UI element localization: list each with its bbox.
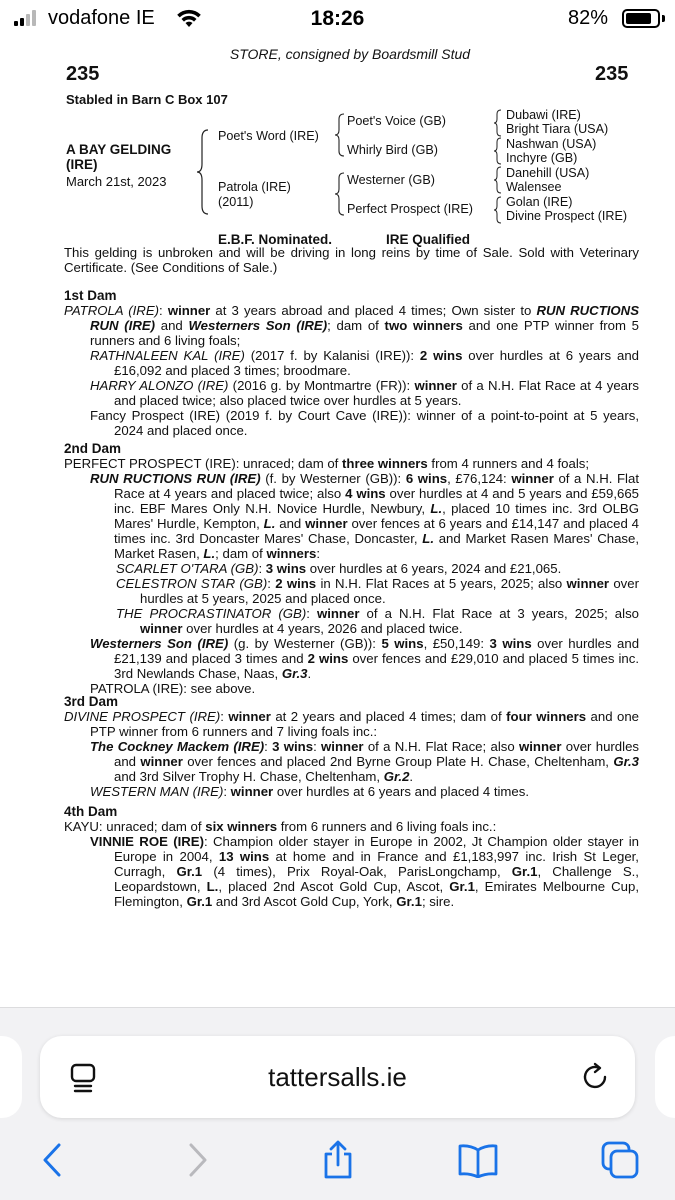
- horse-title-line2: (IRE): [66, 157, 98, 172]
- second-dam-produce-1: RUN RUCTIONS RUN (IRE) (f. by Westerner (GB)): 6 wins, £76,124: winner of a N.H. Flat Race at 4 years and placed twice; also 4 wins over hurdles at 4 and 5 years and £59,665 inc. EBF Mares Only N.H. Novice Hurdle, Newbury, L., placed 10 times inc. 3rd OLBG Mares' Hurdle, Kempton, L. and winner over fences at 6 years and £14,147 and placed 4 times inc. 3rd Doncaster Mares' Chase, Doncaster, L. and Market Rasen Mares' Chase, Market Rasen, L.; dam of winners:: [90, 471, 639, 561]
- next-tab-peek[interactable]: [655, 1036, 675, 1118]
- third-dam-produce-2: WESTERN MAN (IRE): winner over hurdles at 6 years and placed 4 times.: [90, 784, 530, 799]
- pedigree-sire: Poet's Word (IRE): [218, 129, 319, 143]
- horse-title-line1: A BAY GELDING: [66, 142, 172, 157]
- first-dam-foal-2: HARRY ALONZO (IRE) (2016 g. by Montmartre (FR)): winner of a N.H. Flat Race at 4 years and placed twice; also placed twice over hurdles at 5 years.: [90, 378, 639, 408]
- second-dam-grandfoal-2: CELESTRON STAR (GB): 2 wins in N.H. Flat Races at 5 years, 2025; also winner over hurdles at 5 years, 2025 and placed once.: [116, 576, 639, 606]
- battery-icon: [622, 9, 660, 28]
- pedigree-ss-sire: Dubawi (IRE): [506, 108, 581, 122]
- pedigree-dd-dam: Divine Prospect (IRE): [506, 209, 628, 223]
- pedigree-sire-sire: Poet's Voice (GB): [347, 114, 446, 128]
- browser-chrome: [0, 1007, 675, 1200]
- pedigree-dam-line1: Patrola (IRE): [218, 180, 291, 194]
- url-text[interactable]: tattersalls.ie: [268, 1062, 407, 1092]
- previous-tab-peek[interactable]: [0, 1036, 22, 1118]
- pedigree-dd-sire: Golan (IRE): [506, 195, 573, 209]
- consignor-line: STORE, consigned by Boardsmill Stud: [229, 46, 471, 62]
- stabled-location: Stabled in Barn C Box 107: [66, 92, 228, 107]
- second-dam-produce-2: Westerners Son (IRE) (g. by Westerner (GB)): 5 wins, £50,149: 3 wins over hurdles and £21,139 and placed 3 times and 2 wins over fences and £29,010 and placed 5 times inc. 3rd Newlands Chase, Naas, Gr.3.: [90, 636, 640, 681]
- third-dam-produce-1: The Cockney Mackem (IRE): 3 wins: winner of a N.H. Flat Race; also winner over hurdles and winner over fences and placed 2nd Byrne Group Plate H. Chase, Cheltenham, Gr.3 and 3rd Silver Trophy H. Chase, Cheltenham, Gr.2.: [90, 739, 639, 784]
- battery-level: [626, 13, 651, 24]
- fourth-dam-produce-1: VINNIE ROE (IRE): Champion older stayer in Europe in 2002, Jt Champion older stayer in Europe in 2004, 13 wins at home and in France and £1,183,997 inc. Irish St Leger, Curragh, Gr.1 (4 times), Prix Royal-Oak, ParisLongchamp, Gr.1, Challenge S., Leopardstown, L., placed 2nd Ascot Gold Cup, Ascot, Gr.1, Emirates Melbourne Cup, Flemington, Gr.1 and 3rd Ascot Gold Cup, York, Gr.1; sire.: [90, 834, 640, 909]
- first-dam-section: [64, 288, 639, 438]
- ebf-nominated: E.B.F. Nominated.: [218, 232, 333, 247]
- reload-icon[interactable]: [580, 1062, 610, 1097]
- share-icon[interactable]: [316, 1138, 360, 1182]
- fourth-dam-heading: 4th Dam: [64, 804, 118, 819]
- address-bar[interactable]: [40, 1036, 635, 1118]
- tabs-icon[interactable]: [598, 1138, 642, 1182]
- second-dam-grandfoal-1: SCARLET O'TARA (GB): 3 wins over hurdles at 6 years, 2024 and £21,065.: [116, 561, 562, 576]
- second-dam-heading: 2nd Dam: [64, 441, 122, 456]
- status-time: 18:26: [310, 7, 365, 30]
- fourth-dam-section: [64, 804, 639, 909]
- third-dam-heading: 3rd Dam: [64, 694, 119, 709]
- sale-note-text: This gelding is unbroken and will be driving in long reins by time of Sale. Sold with Veterinary Certificate. (See Conditions of Sale.): [64, 245, 639, 275]
- ire-qualified: IRE Qualified: [386, 232, 471, 247]
- sale-note: [64, 245, 639, 275]
- second-dam-produce-3: PATROLA (IRE): see above.: [90, 681, 256, 696]
- horse-title: [66, 142, 171, 172]
- first-dam-heading: 1st Dam: [64, 288, 117, 303]
- fourth-dam-paragraph: KAYU: unraced; dam of six winners from 6 runners and 6 living foals inc.:: [64, 819, 497, 834]
- first-dam-foal-3: Fancy Prospect (IRE) (2019 f. by Court Cave (IRE)): winner of a point-to-point at 5 years, 2024 and placed once.: [90, 408, 639, 438]
- pedigree-sire-dam: Whirly Bird (GB): [347, 143, 438, 157]
- forward-icon[interactable]: [176, 1138, 220, 1182]
- second-dam-grandfoal-3: THE PROCRASTINATOR (GB): winner of a N.H. Flat Race at 3 years, 2025; also winner over hurdles at 4 years, 2026 and placed twice.: [116, 606, 639, 636]
- pedigree-brace-main: [196, 128, 210, 216]
- pedigree-sd-sire: Nashwan (USA): [506, 137, 597, 151]
- back-icon[interactable]: [30, 1138, 74, 1182]
- second-dam-paragraph: PERFECT PROSPECT (IRE): unraced; dam of three winners from 4 runners and 4 foals;: [64, 456, 590, 471]
- pedigree-brace-ss: [493, 108, 503, 138]
- lot-number-left: 235: [66, 63, 100, 85]
- carrier-name: vodafone IE: [48, 7, 155, 29]
- pedigree-brace-sire: [334, 112, 346, 158]
- pedigree-sd-dam: Inchyre (GB): [506, 151, 578, 165]
- battery-percent: 82%: [568, 7, 609, 29]
- bookmarks-icon[interactable]: [456, 1138, 500, 1182]
- status-bar: [0, 0, 675, 38]
- pedigree-brace-dam: [334, 171, 346, 217]
- first-dam-foal-1: RATHNALEEN KAL (IRE) (2017 f. by Kalanisi (IRE)): 2 wins over hurdles at 6 years and £16,092 and placed 3 times; broodmare.: [90, 348, 639, 378]
- horse-dob: March 21st, 2023: [66, 174, 167, 189]
- third-dam-paragraph: DIVINE PROSPECT (IRE): winner at 2 years and placed 4 times; dam of four winners and one PTP winner from 6 runners and 7 living foals inc.:: [64, 709, 639, 739]
- pedigree-ds-dam: Walensee: [506, 180, 562, 194]
- pedigree-dam-dam: Perfect Prospect (IRE): [347, 202, 473, 216]
- pedigree-brace-sd: [493, 136, 503, 166]
- pedigree-brace-ds: [493, 165, 503, 195]
- second-dam-section: [64, 441, 639, 696]
- pedigree-dam-sire: Westerner (GB): [347, 173, 435, 187]
- browser-toolbar: [0, 1138, 675, 1188]
- third-dam-section: [64, 694, 639, 799]
- pedigree-dam-line2: (2011): [218, 195, 254, 209]
- pedigree-brace-dd: [493, 195, 503, 225]
- battery-cap: [662, 15, 665, 22]
- first-dam-paragraph: PATROLA (IRE): winner at 3 years abroad and placed 4 times; Own sister to RUN RUCTIONS RUN (IRE) and Westerners Son (IRE); dam of two winners and one PTP winner from 5 runners and 6 living foals;: [64, 303, 640, 348]
- pedigree-ds-sire: Danehill (USA): [506, 166, 590, 180]
- pedigree-ss-dam: Bright Tiara (USA): [506, 122, 609, 136]
- lot-number-right: 235: [595, 63, 629, 85]
